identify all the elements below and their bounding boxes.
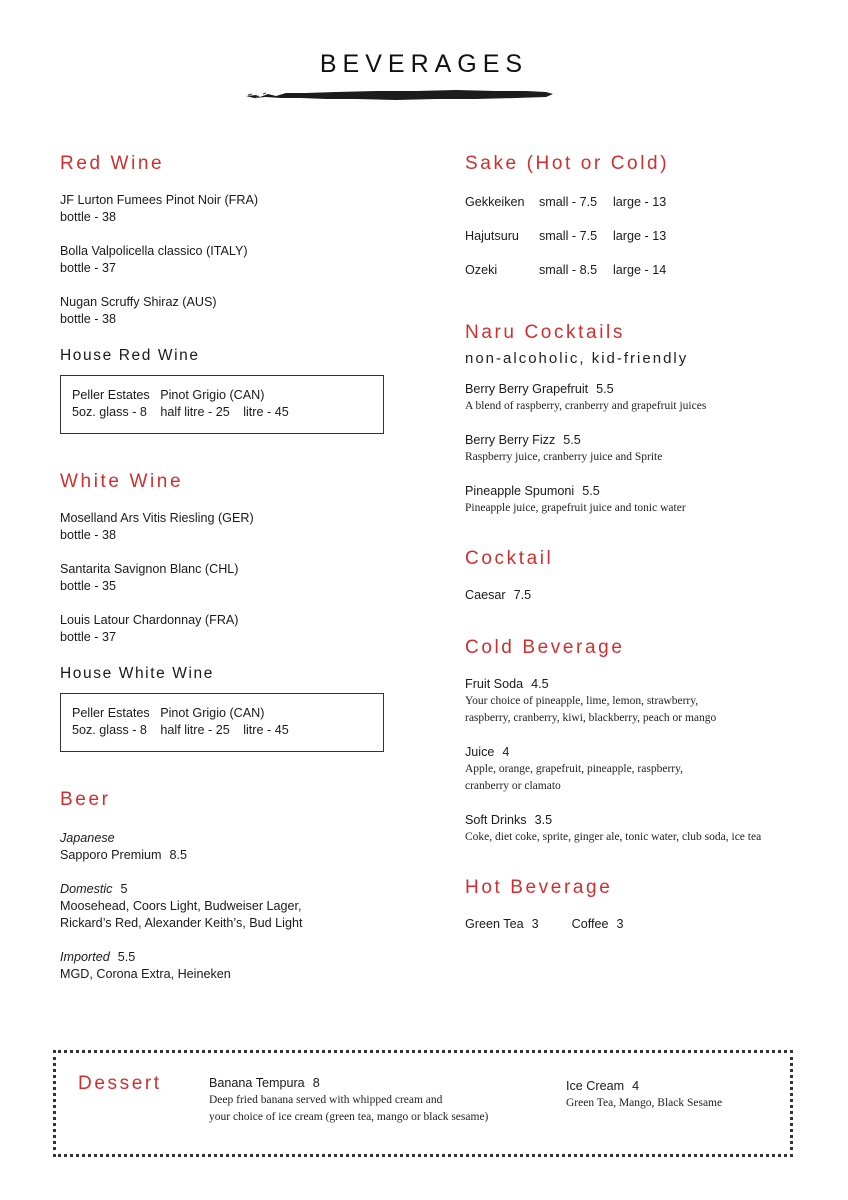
brush-stroke-divider: [246, 88, 554, 102]
list-item: [465, 432, 815, 466]
list-item: [465, 483, 815, 517]
list-item: [60, 243, 400, 277]
dessert-name: Banana Tempura: [209, 1076, 305, 1090]
wine-price: bottle - 38: [60, 528, 117, 542]
beer-price: 5.5: [117, 950, 136, 964]
hot-heading: Hot Beverage: [465, 877, 613, 898]
house-white-litre: litre - 45: [243, 723, 289, 737]
list-item: [60, 949, 400, 983]
list-item: [566, 1078, 786, 1112]
drink-desc: Apple, orange, grapefruit, pineapple, raspberry,: [465, 763, 683, 775]
sake-large-price: large - 14: [613, 263, 667, 277]
beer-section: [60, 786, 400, 983]
drink-price: 3: [616, 917, 624, 931]
naru-heading: Naru Cocktails: [465, 322, 625, 343]
house-red-half: half litre - 25: [160, 405, 230, 419]
wine-name: Nugan Scruffy Shiraz (AUS): [60, 295, 217, 309]
drink-name: Fruit Soda: [465, 677, 524, 691]
wine-name: JF Lurton Fumees Pinot Noir (FRA): [60, 193, 259, 207]
wine-price: bottle - 37: [60, 261, 117, 275]
list-item: [465, 587, 815, 604]
cocktail-heading: Cocktail: [465, 548, 554, 569]
drink-price: 3: [531, 917, 539, 931]
list-item: [60, 294, 400, 328]
sake-name: Gekkeiken: [465, 195, 525, 209]
drink-name: Berry Berry Fizz: [465, 433, 556, 447]
beer-category: Imported: [60, 950, 110, 964]
beer-price: 8.5: [169, 848, 188, 862]
drink-price: 5.5: [596, 382, 614, 396]
beer-list: Moosehead, Coors Light, Budweiser Lager,: [60, 899, 302, 913]
list-item: [465, 194, 815, 211]
left-column: [60, 150, 400, 1000]
list-item: [60, 561, 400, 595]
dessert-desc: Green Tea, Mango, Black Sesame: [566, 1097, 723, 1109]
drink-price: 5.5: [563, 433, 581, 447]
wine-name: Louis Latour Chardonnay (FRA): [60, 613, 239, 627]
drink-desc: raspberry, cranberry, kiwi, blackberry, peach or mango: [465, 712, 717, 724]
list-item: [60, 881, 400, 932]
red-wine-heading: Red Wine: [60, 153, 165, 174]
list-item: [209, 1075, 539, 1126]
sake-small-price: small - 7.5: [539, 229, 598, 243]
house-white-box: [60, 693, 384, 752]
cocktail-section: [465, 545, 815, 604]
drink-desc: Raspberry juice, cranberry juice and Sprite: [465, 451, 663, 463]
dessert-desc: Deep fried banana served with whipped cream and: [209, 1094, 443, 1106]
wine-price: bottle - 38: [60, 312, 117, 326]
drink-price: 4: [502, 745, 510, 759]
beer-category: Japanese: [60, 831, 115, 845]
house-red-litre: litre - 45: [243, 405, 289, 419]
drink-desc: Your choice of pineapple, lime, lemon, strawberry,: [465, 695, 699, 707]
house-red-name: Peller Estates Pinot Grigio (CAN): [72, 388, 265, 402]
wine-name: Moselland Ars Vitis Riesling (GER): [60, 511, 254, 525]
naru-subheading: non-alcoholic, kid-friendly: [465, 350, 689, 367]
list-item: [465, 381, 815, 415]
page-title: BEVERAGES: [319, 50, 529, 78]
list-item: [60, 830, 400, 864]
beer-heading: Beer: [60, 789, 111, 810]
dessert-price: 8: [312, 1076, 320, 1090]
beer-list: MGD, Corona Extra, Heineken: [60, 967, 231, 981]
beer-price: 5: [120, 882, 128, 896]
wine-price: bottle - 35: [60, 579, 117, 593]
naru-cocktails-section: [465, 319, 815, 517]
drink-price: 3.5: [534, 813, 553, 827]
list-item: [60, 192, 400, 226]
house-red-box: [60, 375, 384, 434]
sake-section: [465, 150, 815, 279]
drink-name: Caesar: [465, 588, 506, 602]
wine-name: Bolla Valpolicella classico (ITALY): [60, 244, 248, 258]
dessert-heading: Dessert: [78, 1073, 162, 1094]
sake-name: Hajutsuru: [465, 229, 519, 243]
sake-large-price: large - 13: [613, 229, 667, 243]
cold-heading: Cold Beverage: [465, 637, 625, 658]
drink-name: Pineapple Spumoni: [465, 484, 575, 498]
hot-beverage-section: [465, 874, 815, 933]
house-red-glass: 5oz. glass - 8: [72, 405, 147, 419]
wine-name: Santarita Savignon Blanc (CHL): [60, 562, 239, 576]
drink-desc: Coke, diet coke, sprite, ginger ale, tonic water, club soda, ice tea: [465, 831, 762, 843]
drink-price: 4.5: [531, 677, 549, 691]
house-white-heading: House White Wine: [60, 665, 214, 682]
drink-name: Juice: [465, 745, 495, 759]
sake-large-price: large - 13: [613, 195, 667, 209]
list-item: [465, 676, 815, 727]
beer-list: Rickard’s Red, Alexander Keith’s, Bud Light: [60, 916, 303, 930]
wine-price: bottle - 37: [60, 630, 117, 644]
list-item: [60, 612, 400, 646]
drink-price: 5.5: [582, 484, 600, 498]
white-wine-heading: White Wine: [60, 471, 184, 492]
list-item: [60, 510, 400, 544]
sake-heading: Sake (Hot or Cold): [465, 153, 670, 174]
sake-small-price: small - 7.5: [539, 195, 598, 209]
beer-category: Domestic: [60, 882, 113, 896]
list-item: [465, 262, 815, 279]
list-item: [465, 916, 815, 933]
house-white-name: Peller Estates Pinot Grigio (CAN): [72, 706, 265, 720]
white-wine-section: [60, 468, 400, 646]
beer-list: Sapporo Premium: [60, 848, 162, 862]
dessert-box: [53, 1050, 793, 1157]
wine-price: bottle - 38: [60, 210, 117, 224]
drink-desc: A blend of raspberry, cranberry and grapefruit juices: [465, 400, 707, 412]
list-item: [465, 744, 815, 795]
house-red-heading: House Red Wine: [60, 347, 200, 364]
list-item: [465, 812, 815, 846]
drink-name: Berry Berry Grapefruit: [465, 382, 589, 396]
house-white-half: half litre - 25: [160, 723, 230, 737]
drink-price: 7.5: [513, 588, 532, 602]
drink-name: Green Tea: [465, 917, 524, 931]
drink-name: Soft Drinks: [465, 813, 527, 827]
dessert-price: 4: [632, 1079, 640, 1093]
drink-desc: cranberry or clamato: [465, 780, 561, 792]
house-white-glass: 5oz. glass - 8: [72, 723, 147, 737]
sake-name: Ozeki: [465, 263, 498, 277]
list-item: [465, 228, 815, 245]
sake-small-price: small - 8.5: [539, 263, 598, 277]
dessert-name: Ice Cream: [566, 1079, 625, 1093]
right-column: [465, 150, 815, 950]
drink-name: Coffee: [571, 917, 609, 931]
cold-beverage-section: [465, 634, 815, 846]
red-wine-section: [60, 150, 400, 328]
drink-desc: Pineapple juice, grapefruit juice and tonic water: [465, 502, 686, 514]
dessert-desc: your choice of ice cream (green tea, mango or black sesame): [209, 1111, 489, 1123]
